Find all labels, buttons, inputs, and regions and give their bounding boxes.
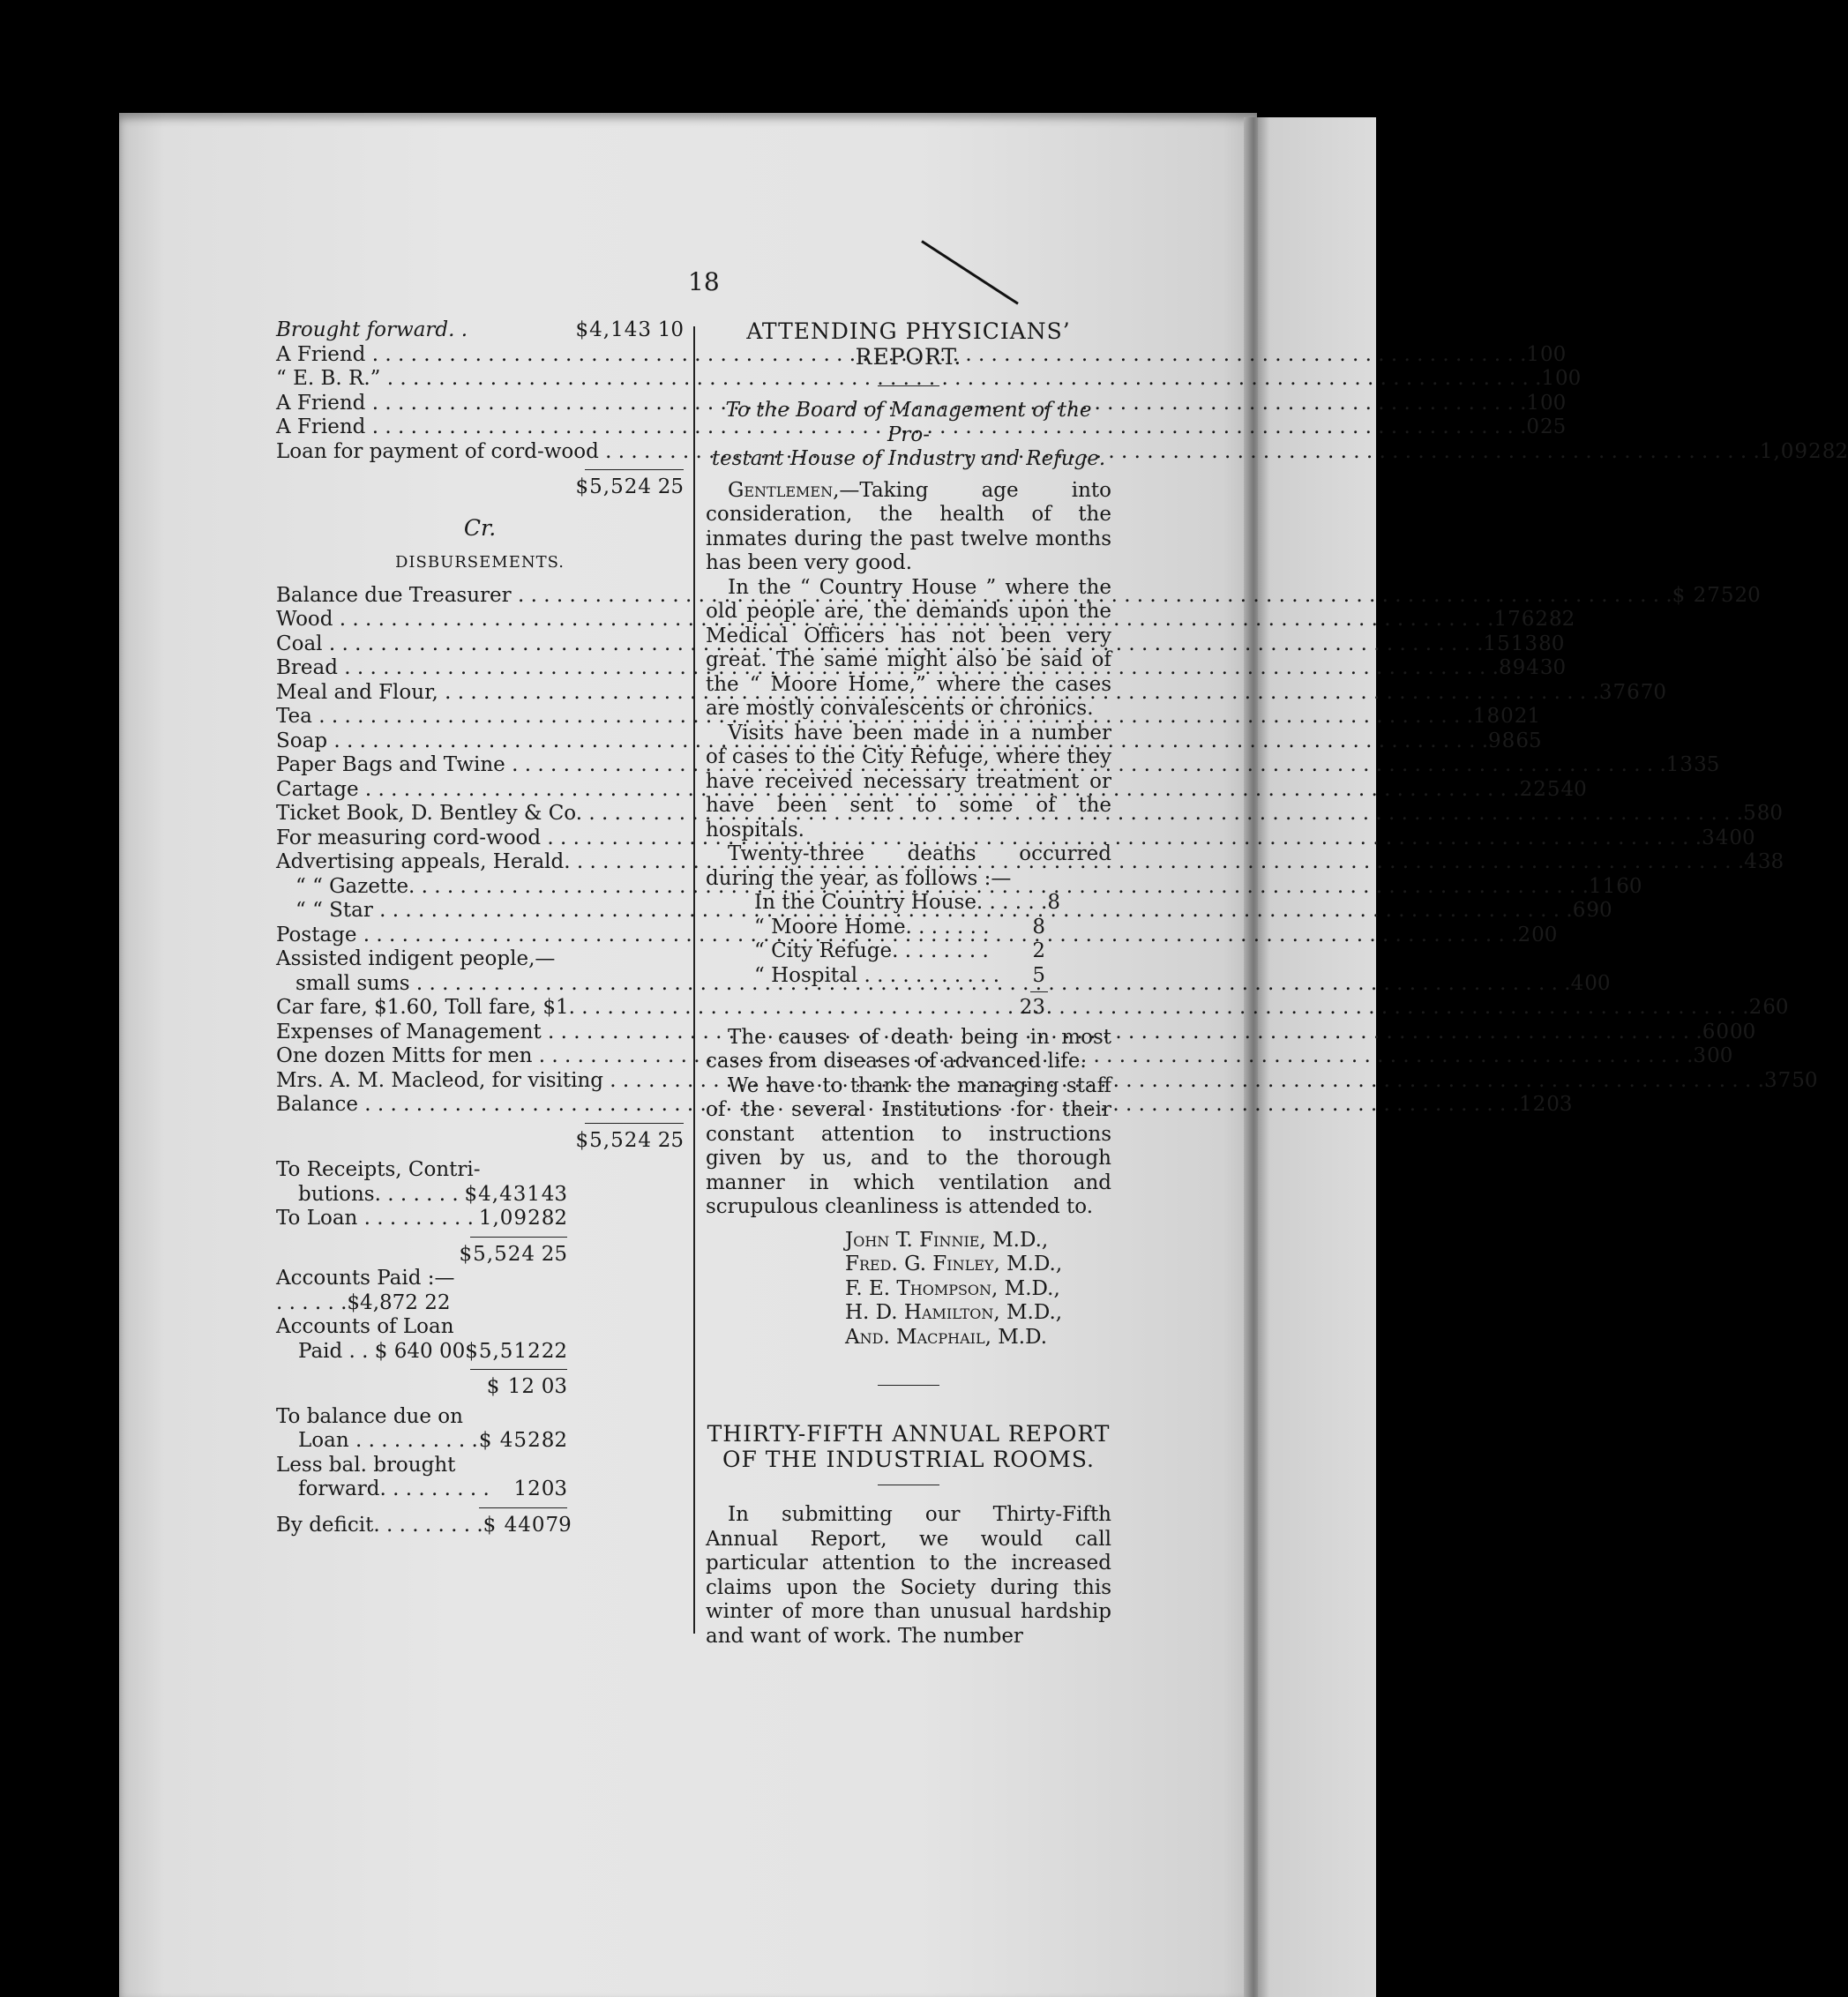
ledger-amount: $ 452	[478, 1429, 542, 1452]
ledger-cents: 60	[1616, 874, 1642, 898]
ledger-row	[276, 583, 1761, 609]
physicians-para-2: In the “ Country House ” where the old people are, the demands upon the Medical Officers has not been very great. The same might also be said of the “ Moore Home,” where the cases are mostly convalescents or chronics.	[706, 575, 1111, 720]
ledger-label	[276, 1207, 474, 1231]
ledger-label-text: Assisted indigent people,—	[276, 947, 556, 970]
ledger-cents: 70	[1640, 680, 1667, 704]
summary-lines	[276, 1267, 567, 1364]
total-rule	[585, 469, 684, 470]
ledger-label-text: forward. . . . . . . . .	[298, 1477, 490, 1500]
ledger-amount: 180	[1472, 705, 1515, 728]
industrial-title-2: OF THE INDUSTRIAL ROOMS.	[722, 1447, 1096, 1472]
ledger-amount: 1	[1526, 391, 1541, 415]
ledger-amount: 6	[1572, 899, 1587, 922]
physicians-para-1	[706, 479, 1111, 576]
ledger-amount: 1	[1526, 342, 1541, 366]
ledger-label-text: Postage	[276, 923, 357, 946]
ledger-cents: 43	[541, 1182, 567, 1206]
physicians-title-2: REPORT.	[855, 344, 962, 370]
signatures	[706, 1229, 1111, 1350]
ledger-label-text: Paid . . $ 640 00	[298, 1339, 466, 1363]
ledger-row	[276, 1477, 567, 1502]
ledger-label-text: “ E. B. R.”	[276, 367, 381, 390]
ledger-amount: 13	[1665, 753, 1695, 776]
ledger-row	[276, 753, 1720, 778]
ledger-row	[276, 777, 1587, 803]
ledger-cents: 00	[1540, 342, 1567, 366]
ledger-label-text: Accounts of Loan	[276, 1315, 454, 1338]
deaths-total: 23	[1019, 996, 1045, 1019]
summary-block	[276, 1158, 572, 1537]
ledger-amount: 1513	[1483, 632, 1539, 655]
physicians-para-5: The causes of death being in most cases from diseases of advanced life.	[706, 1025, 1111, 1073]
ledger-label-text: Meal and Flour,	[276, 680, 438, 704]
ledger-label-text: Expenses of Management	[276, 1020, 542, 1043]
ledger-label-text: Car fare, $1.60, Toll fare, $1. .	[276, 996, 588, 1019]
death-row	[754, 916, 1045, 940]
ledger-row	[276, 1429, 567, 1454]
death-count: 8	[1047, 891, 1060, 914]
ledger-label	[276, 947, 555, 972]
ledger-row	[276, 1183, 567, 1208]
ledger-amount: 376	[1598, 680, 1641, 704]
ledger-row	[276, 632, 1565, 657]
ledger-row	[276, 1291, 567, 1316]
death-place: “ City Refuge. . . . . . . .	[754, 939, 989, 962]
physicians-title-1: ATTENDING PHYSICIANS’	[746, 318, 1071, 344]
ledger-amount: 60	[1702, 1020, 1730, 1043]
ledger-label-text: Tea	[276, 705, 312, 728]
ledger-row	[276, 1158, 567, 1183]
ledger-label	[276, 1454, 455, 1478]
ledger-amount: 5	[1743, 802, 1757, 825]
ledger-amount: $ 275	[1672, 583, 1735, 607]
ledger-label-text: To Receipts, Contri-	[276, 1158, 481, 1181]
death-count: 5	[1032, 963, 1045, 987]
summary-total-1	[276, 1243, 567, 1268]
ledger-cents: 30	[1539, 656, 1567, 679]
physicians-para-4: Twenty-three deaths occurred during the year, as follows :—	[706, 842, 1111, 890]
ledger-row	[276, 1454, 567, 1478]
ledger-label	[276, 1291, 450, 1316]
total-rule	[585, 1123, 684, 1124]
signatory: Fred. G. Finley, M.D.,	[845, 1253, 1063, 1275]
ledger-cents: 00	[1707, 1044, 1733, 1067]
ledger-row	[276, 1093, 1573, 1118]
ledger-label-text: A Friend	[276, 415, 366, 438]
ledger-cents: 38	[1757, 850, 1784, 873]
ledger-label-text: To balance due on	[276, 1404, 463, 1428]
ledger-amount: 1	[1541, 367, 1556, 390]
total-rule	[1030, 991, 1048, 992]
ledger-row	[276, 680, 1667, 706]
ledger-row	[276, 656, 1567, 681]
physicians-para-1-text: —Taking age into consideration, the health of the inmates during the past twelve months has been very good.	[706, 478, 1111, 574]
ledger-label-text: Loan . . . . . . . . . .	[298, 1429, 478, 1452]
ledger-label-text: Coal	[276, 632, 323, 655]
ledger-row	[276, 947, 684, 972]
disbursements-total	[276, 1129, 684, 1154]
receipts-total	[276, 475, 684, 500]
signatory: And. Macphail, M.D.	[845, 1325, 1048, 1349]
ledger-label-text: Wood	[276, 608, 333, 631]
ledger-amount: 0	[1526, 415, 1541, 438]
ledger-cents: 50	[1792, 1068, 1818, 1092]
address-line-2: testant House of Industry and Refuge.	[711, 447, 1106, 470]
ledger-label-text: Balance	[276, 1093, 358, 1116]
ledger-amount: 3	[1693, 1044, 1708, 1067]
summary-total-2-cents: 03	[541, 1375, 567, 1398]
page-number: 18	[688, 267, 720, 296]
ledger-amount: 12	[1519, 1093, 1547, 1116]
summary-total-2	[276, 1375, 567, 1400]
section-rule	[878, 1385, 939, 1386]
ledger-row	[276, 826, 1755, 851]
ledger-cents: 80	[1756, 802, 1783, 825]
ledger-row	[276, 1315, 567, 1340]
ledger-cents: 20	[1734, 583, 1761, 607]
summary-total-1-cents: 25	[541, 1242, 567, 1266]
ledger-cents: 82	[541, 1207, 567, 1230]
death-place: “ Hospital . . . . . . . . . . .	[754, 963, 1000, 987]
ledger-cents: 65	[1515, 729, 1542, 752]
ledger-cents: 80	[1538, 632, 1565, 655]
cr-label: Cr.	[463, 514, 497, 541]
ledger-label-text: “ “ Star . . .	[296, 899, 412, 922]
ledger-label	[276, 1429, 478, 1454]
ledger-amount: $4,431	[464, 1182, 541, 1206]
ledger-amount: 2	[1748, 996, 1763, 1019]
ledger-cents: 25	[1540, 415, 1567, 438]
receipts-total-amount: $5,524	[575, 475, 652, 498]
ledger-cents: 82	[1549, 608, 1575, 631]
ledger-cents: 82	[1822, 439, 1848, 463]
ledger-row	[276, 1267, 567, 1291]
ledger-label-text: . . . . . .$4,872 22	[276, 1290, 451, 1314]
ledger-row	[276, 391, 1567, 416]
ledger-label-text: “ “ Gazette. .	[296, 874, 428, 898]
death-row	[754, 964, 1045, 989]
ledger-row	[276, 802, 1783, 826]
total-rule	[479, 1507, 567, 1508]
ledger-label-text: To Loan . . . . . . . . .	[276, 1207, 474, 1230]
summary-lines	[276, 1405, 567, 1502]
disbursements-heading: DISBURSEMENTS.	[394, 553, 565, 572]
ledger-row	[276, 608, 1575, 632]
ledger-cents: 60	[1762, 996, 1789, 1019]
ledger-label-text: For measuring cord-wood	[276, 826, 542, 849]
salutation: Gentlemen,	[728, 478, 840, 502]
ledger-label	[276, 1405, 463, 1430]
ledger-label-text: Loan for payment of cord-wood	[276, 439, 599, 463]
ledger-cents: 21	[1514, 705, 1541, 728]
ledger-row	[276, 1020, 1756, 1045]
ledger-cents: 10	[657, 318, 684, 341]
industrial-para-1: In submitting our Thirty-Fifth Annual Report, we would call particular attention to the increased claims upon the Society during this winter of more than unusual hardship and want of work. The number	[706, 1503, 1111, 1648]
receipts-total-cents: 25	[657, 475, 684, 498]
deficit-row	[276, 1513, 572, 1538]
ledger-label	[276, 1315, 454, 1340]
ledger-label-text: Cartage	[276, 777, 359, 801]
disbursements-total-amount: $5,524	[575, 1128, 652, 1152]
ledger-amount: 4	[1570, 971, 1585, 995]
address-line-1: To the Board of Management of the Pro-	[725, 399, 1092, 446]
death-row	[754, 891, 1060, 916]
death-count: 2	[1032, 939, 1045, 962]
ledger-label-text: Less bal. brought	[276, 1453, 456, 1477]
ledger-row	[276, 874, 1642, 900]
ledger-label	[276, 318, 553, 343]
ledger-label-text: Advertising appeals, Herald. .	[276, 850, 584, 873]
ledger-amount: $4,143	[575, 318, 652, 341]
physicians-para-3: Visits have been made in a number of cases to the City Refuge, where they have received necessary treatment or have been sent to some of the hospitals.	[706, 721, 1111, 841]
reports-column	[706, 318, 1111, 1649]
ledger-row	[276, 705, 1541, 729]
ledger-cents: 00	[1531, 923, 1558, 946]
ledger-cents: 00	[1584, 971, 1611, 995]
ledger-label-text: A Friend	[276, 391, 366, 415]
section-rule	[878, 385, 939, 386]
signatory: H. D. Hamilton, M.D.,	[845, 1301, 1063, 1324]
deaths-table	[754, 891, 1060, 988]
ledger-row	[276, 729, 1542, 754]
death-row	[754, 939, 1045, 964]
ledger-cents: 22	[541, 1339, 567, 1363]
ledger-cents: 90	[1586, 899, 1612, 922]
physicians-para-6: We have to thank the managing staff of the several Institutions for their constant attention to instructions given by us, and to the thorough manner in which ventilation and scrupulous cleanliness is attended to.	[706, 1073, 1111, 1218]
ledger-amount: 1762	[1493, 608, 1550, 631]
total-rule	[470, 1237, 567, 1238]
ledger-row	[276, 1405, 567, 1430]
ledger-label-text: Balance due Treasurer	[276, 583, 512, 607]
ledger-label	[276, 1158, 481, 1183]
ledger-cents: 35	[1694, 753, 1720, 776]
ledger-row	[276, 367, 1582, 392]
summary-total-2-amount: $ 12	[486, 1375, 535, 1398]
ledger-label-text: butions. . . . . . .	[298, 1182, 459, 1206]
signatory: F. E. Thompson, M.D.,	[845, 1276, 1060, 1300]
ledger-label	[276, 1340, 465, 1365]
ledger-label-text: Paper Bags and Twine	[276, 753, 505, 776]
ledger-label-text: Brought forward. .	[276, 318, 468, 341]
ledger-amount: 1,092	[1759, 439, 1822, 463]
ledger-label-text: small sums	[296, 971, 410, 995]
ledger-amount: 37	[1764, 1068, 1792, 1092]
ledger-cents: 00	[1555, 367, 1582, 390]
ledger-amount: 4	[1744, 850, 1758, 873]
ledger-label	[276, 1477, 490, 1502]
ledger-amount: 225	[1519, 777, 1561, 801]
ledger-amount: 2	[1517, 923, 1532, 946]
ledger-amount: 34	[1702, 826, 1730, 849]
ledger-row	[276, 318, 684, 343]
total-rule	[470, 1369, 567, 1370]
ledger-cents: 00	[1729, 826, 1755, 849]
ledger-amount: 98	[1488, 729, 1516, 752]
industrial-title-1: THIRTY-FIFTH ANNUAL REPORT	[707, 1421, 1111, 1447]
ledger-label-text: A Friend	[276, 342, 366, 366]
ledger-amount: 12	[513, 1477, 542, 1500]
ledger-cents: 00	[1540, 391, 1567, 415]
ledger-amount: 1,092	[478, 1207, 542, 1230]
signatory: John T. Finnie, M.D.,	[845, 1228, 1049, 1252]
disbursements-total-cents: 25	[657, 1128, 684, 1152]
death-count: 8	[1032, 915, 1045, 939]
ledger-row	[276, 1068, 1818, 1094]
ledger-amount: 894	[1498, 656, 1540, 679]
ledger-cents: 03	[541, 1477, 567, 1500]
ledger-label-text: Ticket Book, D. Bentley & Co.	[276, 802, 583, 825]
ledger-row	[276, 1340, 567, 1365]
ledger-label	[276, 1267, 455, 1291]
summary-total-1-amount: $5,524	[459, 1242, 535, 1266]
deficit-amount: $ 440	[483, 1513, 546, 1537]
ledger-amount: 11	[1588, 874, 1617, 898]
ledger-cents: 40	[1560, 777, 1587, 801]
ledger-label-text: One dozen Mitts for men	[276, 1044, 533, 1067]
ledger-label-text: Accounts Paid :—	[276, 1267, 455, 1290]
ledger-label	[276, 1183, 459, 1208]
death-place: “ Moore Home. . . . . . .	[754, 915, 990, 939]
ledger-label-text: Mrs. A. M. Macleod, for visiting	[276, 1068, 603, 1092]
death-place: In the Country House. . . . . .	[754, 891, 1048, 914]
ledger-label-text: Soap	[276, 729, 328, 752]
deficit-label: By deficit. . . . . . . . .	[276, 1513, 483, 1537]
ledger-amount: $5,512	[465, 1339, 542, 1363]
ledger-row	[276, 1207, 567, 1231]
summary-lines	[276, 1158, 567, 1231]
ledger-cents: 82	[541, 1429, 567, 1452]
ledger-cents: 03	[1546, 1093, 1573, 1116]
ledger-cents: 00	[1730, 1020, 1756, 1043]
deficit-cents: 79	[545, 1513, 572, 1537]
ledger-label-text: Bread	[276, 656, 338, 679]
